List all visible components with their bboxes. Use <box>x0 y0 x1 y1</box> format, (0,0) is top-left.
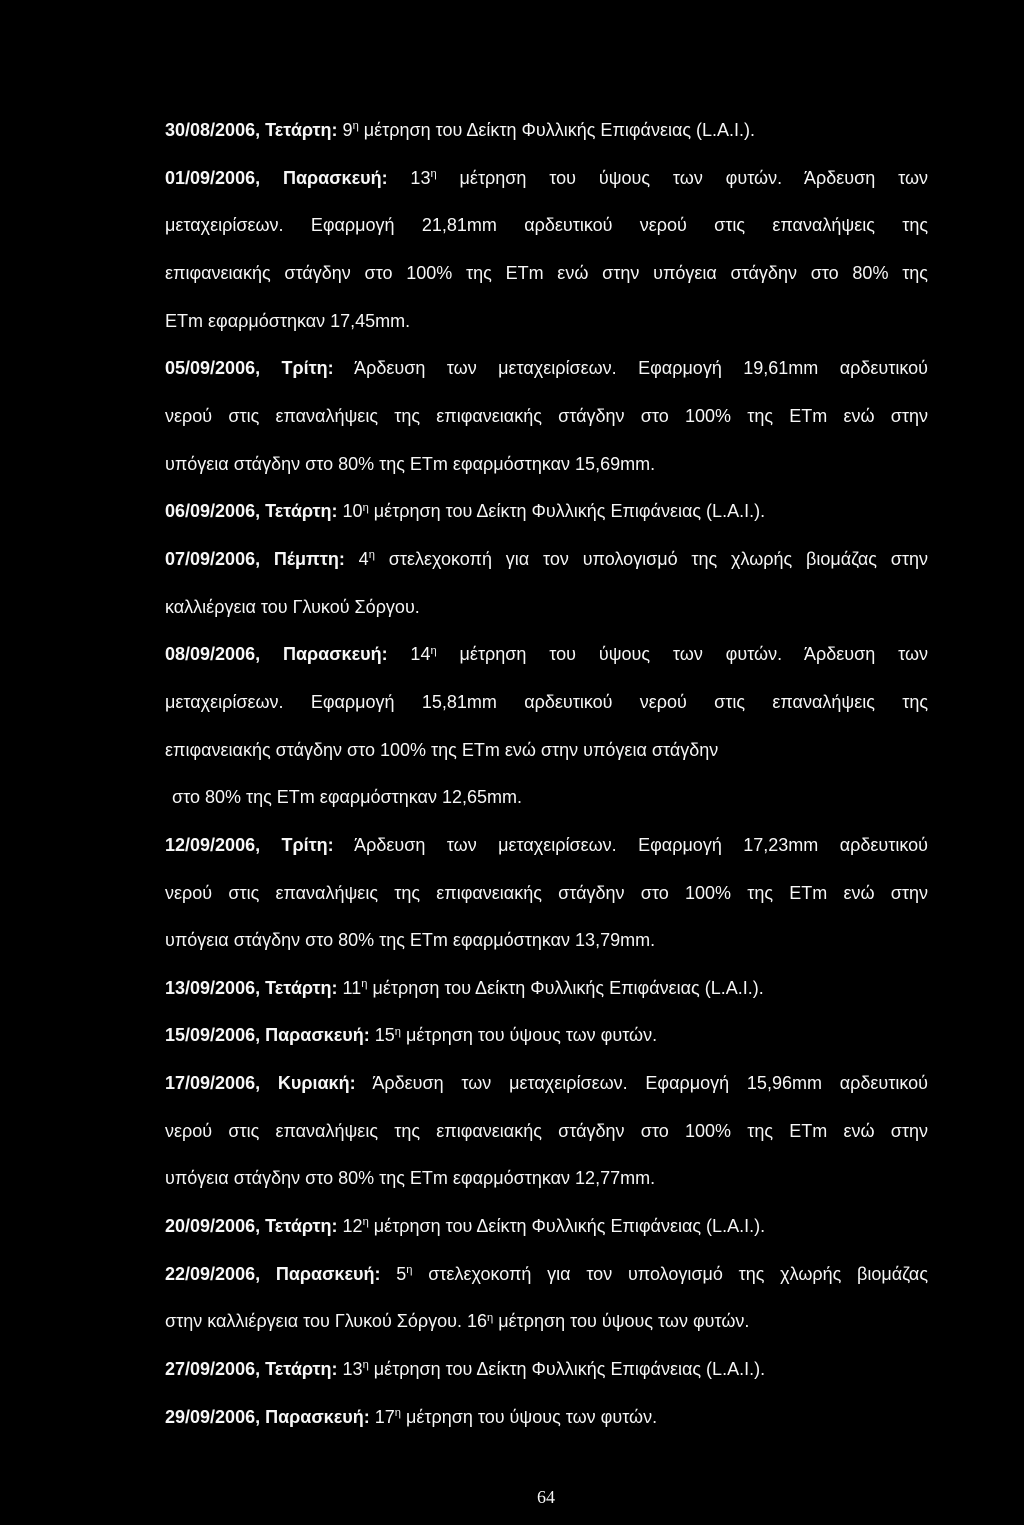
entry-text: Άρδευση των μεταχειρίσεων. Εφαρμογή 15,96mm αρδευτικού <box>355 1073 929 1094</box>
entry-date: 15/09/2006, Παρασκευή: <box>165 1025 370 1046</box>
diary-entry <box>165 1012 928 1060</box>
diary-entry <box>165 536 928 631</box>
ordinal-suffix: η <box>430 167 437 180</box>
entry-text: υπόγεια στάγδην στο 80% της ETm εφαρμόστηκαν 15,69mm. <box>165 453 656 474</box>
text-line <box>165 1060 928 1108</box>
entry-text: νερού στις επαναλήψεις της επιφανειακής στάγδην στο 100% της ETm ενώ στην <box>165 882 928 903</box>
ordinal-suffix: η <box>394 1025 401 1038</box>
text-line <box>165 870 928 918</box>
text-line <box>165 1203 928 1251</box>
entry-date: 13/09/2006, Τετάρτη: <box>165 977 338 998</box>
entry-text: επιφανειακής στάγδην στο 100% της ETm ενώ στην υπόγεια στάγδην στο 80% της <box>165 262 928 283</box>
entry-text: 9 <box>337 120 353 140</box>
entry-date: 17/09/2006, Κυριακή: <box>165 1073 356 1094</box>
ordinal-suffix: η <box>368 549 375 562</box>
entry-text: Άρδευση των μεταχειρίσεων. Εφαρμογή 17,23mm αρδευτικού <box>333 834 928 855</box>
entry-text: μεταχειρίσεων. Εφαρμογή 21,81mm αρδευτικού νερού στις επαναλήψεις της <box>165 215 928 236</box>
text-line <box>165 965 928 1013</box>
entry-text: 15 <box>369 1025 395 1046</box>
entry-text: μέτρηση του Δείκτη Φυλλικής Επιφάνειας (L.A.I.). <box>367 977 764 998</box>
entry-text: 14 <box>387 644 431 665</box>
entry-text: στην καλλιέργεια του Γλυκού Σόργου. 16 <box>165 1311 488 1332</box>
entry-text: μέτρηση του ύψους των φυτών. <box>400 1406 658 1427</box>
entry-text: στο 80% της ETm εφαρμόστηκαν 12,65mm. <box>172 787 522 808</box>
text-line <box>165 250 928 298</box>
diary-entry <box>165 631 928 822</box>
entry-text: νερού στις επαναλήψεις της επιφανειακής στάγδην στο 100% της ETm ενώ στην <box>165 405 928 426</box>
entry-text: μέτρηση του ύψους των φυτών. <box>400 1025 658 1046</box>
text-line <box>165 727 928 775</box>
entry-text: υπόγεια στάγδην στο 80% της ETm εφαρμόστηκαν 13,79mm. <box>165 930 656 951</box>
ordinal-suffix: η <box>362 501 369 514</box>
entry-text: μέτρηση του ύψους των φυτών. Άρδευση των <box>436 167 929 188</box>
entry-text: μεταχειρίσεων. Εφαρμογή 15,81mm αρδευτικού νερού στις επαναλήψεις της <box>165 691 928 712</box>
entry-date: 08/09/2006, Παρασκευή: <box>165 644 388 665</box>
text-line <box>165 488 928 536</box>
text-line <box>165 345 928 393</box>
entry-text: ETm εφαρμόστηκαν 17,45mm. <box>165 310 411 331</box>
entry-text: 13 <box>387 167 431 188</box>
ordinal-suffix: η <box>362 1359 369 1372</box>
entry-date: 07/09/2006, Πέμπτη: <box>165 548 345 569</box>
entry-date: 01/09/2006, Παρασκευή: <box>165 167 388 188</box>
text-line <box>165 822 928 870</box>
text-line <box>165 298 928 346</box>
text-line <box>165 107 928 155</box>
ordinal-suffix: η <box>487 1311 494 1324</box>
entry-text: νερού στις επαναλήψεις της επιφανειακής στάγδην στο 100% της ETm ενώ στην <box>165 1120 928 1141</box>
diary-entry <box>165 1251 928 1346</box>
entry-text: 12 <box>337 1216 363 1237</box>
entry-text: στελεχοκοπή για τον υπολογισμό της χλωρής βιομάζας <box>412 1263 928 1284</box>
diary-entry <box>165 345 928 488</box>
entry-date: 05/09/2006, Τρίτη: <box>165 358 334 379</box>
diary-entry <box>165 1060 928 1203</box>
entry-text: μέτρηση του Δείκτη Φυλλικής Επιφάνειας (L.A.I.). <box>358 120 756 140</box>
entry-date: 20/09/2006, Τετάρτη: <box>165 1216 338 1237</box>
text-line <box>165 679 928 727</box>
text-line <box>165 155 928 203</box>
diary-entry <box>165 965 928 1013</box>
text-line <box>165 774 928 822</box>
diary-entry <box>165 155 928 346</box>
text-line <box>165 584 928 632</box>
text-line <box>165 917 928 965</box>
text-line <box>165 1298 928 1346</box>
entry-text: 4 <box>344 548 369 569</box>
diary-entry <box>165 107 928 155</box>
entry-text: Άρδευση των μεταχειρίσεων. Εφαρμογή 19,61mm αρδευτικού <box>333 358 928 379</box>
entry-text: 11 <box>337 977 362 998</box>
entry-text: μέτρηση του ύψους των φυτών. Άρδευση των <box>436 644 929 665</box>
text-line <box>165 1394 928 1442</box>
diary-entry <box>165 822 928 965</box>
text-line <box>165 536 928 584</box>
entry-date: 29/09/2006, Παρασκευή: <box>165 1406 370 1427</box>
ordinal-suffix: η <box>406 1264 413 1277</box>
diary-body <box>165 107 928 1441</box>
text-line <box>165 393 928 441</box>
text-line <box>165 1012 928 1060</box>
entry-text: μέτρηση του Δείκτη Φυλλικής Επιφάνειας (L.A.I.). <box>368 501 766 522</box>
entry-date: 22/09/2006, Παρασκευή: <box>165 1263 381 1284</box>
ordinal-suffix: η <box>430 644 437 657</box>
entry-date: 30/08/2006, Τετάρτη: <box>165 120 338 140</box>
entry-text: μέτρηση του Δείκτη Φυλλικής Επιφάνειας (L.A.I.). <box>368 1359 766 1380</box>
text-line <box>165 441 928 489</box>
entry-text: υπόγεια στάγδην στο 80% της ETm εφαρμόστηκαν 12,77mm. <box>165 1168 656 1189</box>
ordinal-suffix: η <box>362 1216 369 1229</box>
entry-text: 10 <box>337 501 363 522</box>
text-line <box>165 1251 928 1299</box>
text-line <box>165 631 928 679</box>
page-number: 64 <box>537 1487 555 1507</box>
diary-entry <box>165 488 928 536</box>
text-line <box>165 1108 928 1156</box>
entry-date: 27/09/2006, Τετάρτη: <box>165 1359 338 1380</box>
diary-entry <box>165 1203 928 1251</box>
entry-text: επιφανειακής στάγδην στο 100% της ETm ενώ στην υπόγεια στάγδην <box>165 739 719 760</box>
ordinal-suffix: η <box>361 978 368 991</box>
entry-text: στελεχοκοπή για τον υπολογισμό της χλωρής βιομάζας στην <box>374 548 929 569</box>
entry-text: μέτρηση του Δείκτη Φυλλικής Επιφάνειας (L.A.I.). <box>368 1216 766 1237</box>
text-line <box>165 1155 928 1203</box>
entry-text: 13 <box>337 1359 363 1380</box>
text-line <box>165 1346 928 1394</box>
ordinal-suffix: η <box>394 1407 401 1420</box>
entry-text: μέτρηση του ύψους των φυτών. <box>493 1311 750 1332</box>
ordinal-suffix: η <box>352 120 359 133</box>
entry-date: 06/09/2006, Τετάρτη: <box>165 501 338 522</box>
diary-entry <box>165 1394 928 1442</box>
entry-text: καλλιέργεια του Γλυκού Σόργου. <box>165 596 420 617</box>
entry-date: 12/09/2006, Τρίτη: <box>165 834 334 855</box>
entry-text: 5 <box>380 1263 407 1284</box>
text-line <box>165 202 928 250</box>
diary-entry <box>165 1346 928 1394</box>
entry-text: 17 <box>369 1406 395 1427</box>
